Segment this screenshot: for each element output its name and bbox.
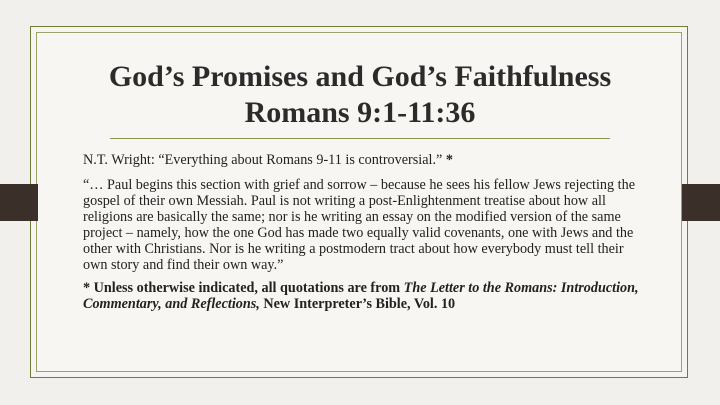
slide-title-line-1: God’s Promises and God’s Faithfulness <box>108 60 612 93</box>
slide-body <box>83 152 643 312</box>
wright-quote-intro <box>83 152 643 168</box>
left-side-tab <box>0 184 38 221</box>
wright-quote-text: N.T. Wright: “Everything about Romans 9-11 is controversial.” <box>83 152 446 168</box>
footnote-marker: * <box>445 152 453 168</box>
title-divider <box>110 138 610 139</box>
right-side-tab <box>682 184 720 221</box>
slide-title <box>60 59 660 131</box>
footnote-book-title: The Letter to the Romans: Introduction, Commentary, and Reflections, <box>83 280 639 312</box>
footnote-suffix: New Interpreter’s Bible, Vol. 10 <box>259 296 456 312</box>
footnote-prefix: * Unless otherwise indicated, all quotations are from <box>83 280 404 296</box>
slide-title-line-2: Romans 9:1-11:36 <box>244 96 476 129</box>
paul-quote-paragraph: “… Paul begins this section with grief and sorrow – because he sees his fellow Jews rejecting the gospel of their own Messiah. Paul is not writing a post-Enlightenment treatise about how all religions are basically the same; nor is he writing an essay on the modified version of the same project – namely, how the one God has made two equally valid covenants, one with Jews and the other with Christians. Nor is he writing a postmodern tract about how everybody must tell their own story and find their own way.” <box>83 177 635 273</box>
footnote-paragraph <box>83 280 643 312</box>
